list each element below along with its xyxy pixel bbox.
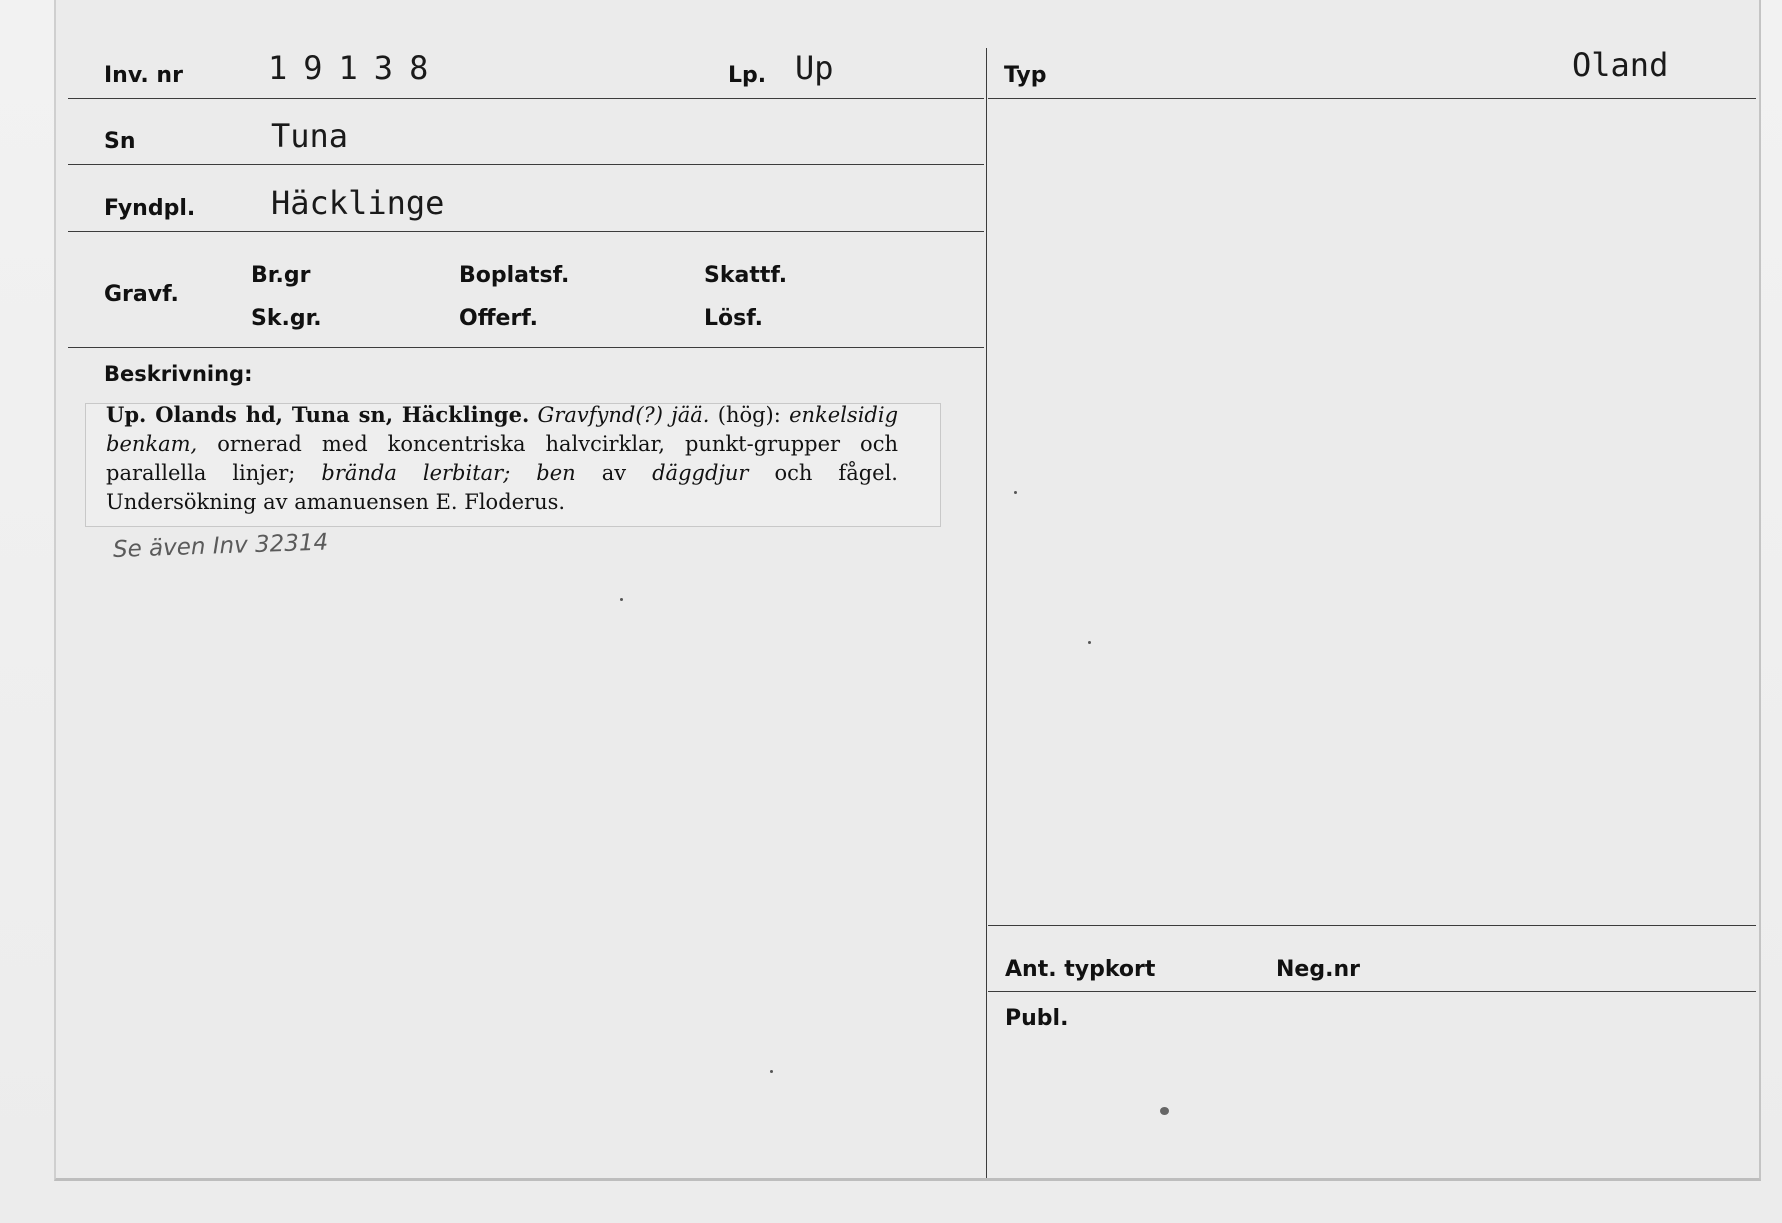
description-text — [106, 400, 898, 517]
publ-label: Publ. — [1005, 1006, 1069, 1031]
brgr-label: Br.gr — [251, 263, 311, 288]
desc-location: Up. Olands hd, Tuna sn, Häcklinge. — [106, 402, 530, 427]
fyndpl-label: Fyndpl. — [104, 196, 196, 221]
skgr-label: Sk.gr. — [251, 306, 322, 331]
offerf-label: Offerf. — [459, 306, 539, 331]
rule-typ — [988, 98, 1756, 99]
sn-value: Tuna — [271, 117, 349, 155]
scan-speck — [1014, 491, 1017, 494]
center-divider — [986, 48, 987, 1178]
desc-av: av — [601, 461, 627, 485]
scan-speck — [620, 598, 623, 601]
desc-rest: och fågel. Undersökning av amanuensen E. Floderus. — [106, 461, 898, 514]
scan-speck — [1160, 1107, 1169, 1115]
rule-ant-typkort-top — [988, 925, 1756, 926]
sn-label: Sn — [104, 129, 136, 154]
rule-inv — [68, 98, 984, 99]
rule-ant-typkort-bottom — [988, 991, 1756, 992]
desc-mammal: däggdjur — [652, 461, 749, 485]
ant-typkort-label: Ant. typkort — [1005, 957, 1156, 982]
desc-finds: brända lerbitar; ben — [321, 461, 576, 485]
scan-speck — [770, 1070, 773, 1073]
skattf-label: Skattf. — [704, 263, 788, 288]
typ-label: Typ — [1004, 63, 1047, 88]
rule-gravf — [68, 347, 984, 348]
fyndpl-value: Häcklinge — [271, 184, 445, 222]
handwritten-note: Se även Inv 32314 — [112, 529, 329, 563]
rule-sn — [68, 164, 984, 165]
losf-label: Lösf. — [704, 306, 763, 331]
scan-speck — [1088, 641, 1091, 644]
desc-object: enkelsidig benkam, — [106, 403, 899, 456]
beskrivning-label: Beskrivning: — [104, 362, 253, 386]
boplatsf-label: Boplatsf. — [459, 263, 570, 288]
desc-find-type: Gravfynd(?) jää. — [537, 403, 710, 427]
neg-nr-label: Neg.nr — [1276, 957, 1360, 982]
inv-nr-value: 19138 — [268, 49, 445, 87]
lp-label: Lp. — [728, 63, 767, 88]
typ-value: Oland — [1572, 46, 1669, 84]
rule-fyndpl — [68, 231, 984, 232]
desc-context: (hög): — [717, 403, 781, 427]
gravf-label: Gravf. — [104, 282, 179, 307]
desc-ornament: ornerad med koncentriska halvcirklar, punkt-grupper och parallella linjer; — [106, 432, 898, 485]
lp-value: Up — [795, 49, 834, 87]
inv-nr-label: Inv. nr — [104, 63, 183, 88]
catalog-card — [54, 0, 1761, 1181]
